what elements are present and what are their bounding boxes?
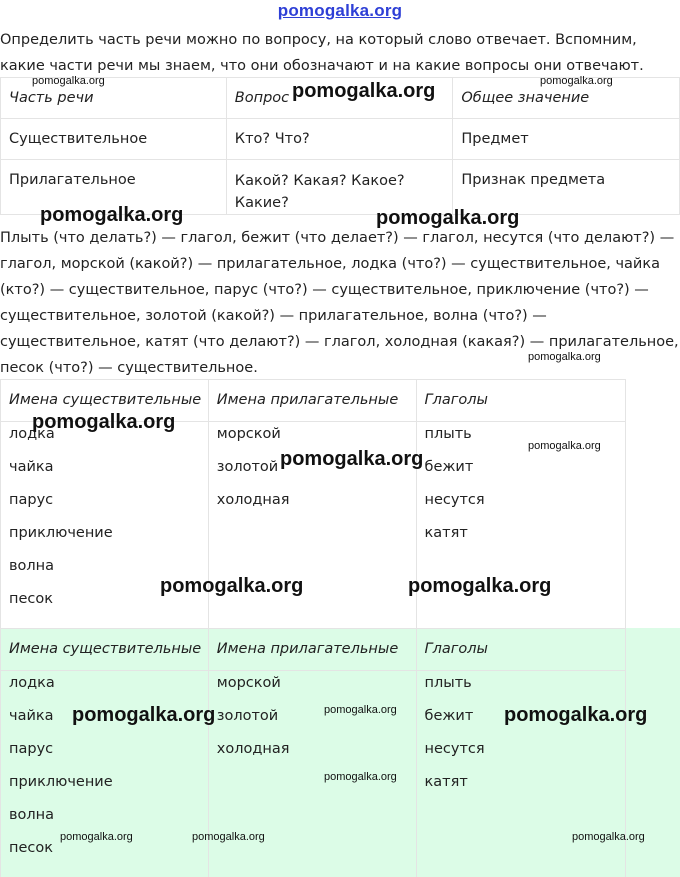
header-nouns: Имена существительные xyxy=(1,380,209,422)
list-item: золотой xyxy=(216,708,279,724)
list-item: морской xyxy=(216,426,281,442)
list-item: бежит xyxy=(424,708,474,724)
list-item: песок xyxy=(9,591,54,607)
watermark: pomogalka.org xyxy=(32,75,105,87)
watermark: pomogalka.org xyxy=(528,351,601,363)
table-cell: Признак предмета xyxy=(453,160,680,215)
list-item: лодка xyxy=(9,426,55,442)
watermark: pomogalka.org xyxy=(60,831,133,843)
list-item: лодка xyxy=(9,675,55,691)
list-item: холодная xyxy=(216,741,290,757)
list-item: плыть xyxy=(424,426,472,442)
table-cell: Предмет xyxy=(453,119,680,160)
list-item: парус xyxy=(9,492,54,508)
list-item: морской xyxy=(216,675,281,691)
table-row xyxy=(1,119,680,160)
verbs-cell xyxy=(416,671,626,877)
list-item: парус xyxy=(9,741,54,757)
list-item: песок xyxy=(9,840,54,856)
watermark: pomogalka.org xyxy=(72,704,216,726)
header-adjectives: Имена прилагательные xyxy=(208,629,416,671)
watermark: pomogalka.org xyxy=(292,80,436,102)
header-part-of-speech: Часть речи xyxy=(1,78,227,119)
header-verbs: Глаголы xyxy=(416,629,626,671)
list-item: плыть xyxy=(424,675,472,691)
list-item: приключение xyxy=(9,774,113,790)
table-header-row xyxy=(1,629,626,671)
table-row xyxy=(1,671,626,877)
watermark: pomogalka.org xyxy=(32,411,176,433)
nouns-cell xyxy=(1,671,209,877)
header-verbs: Глаголы xyxy=(416,380,626,422)
list-item: чайка xyxy=(9,459,54,475)
list-item: холодная xyxy=(216,492,290,508)
list-item: бежит xyxy=(424,459,474,475)
table-cell: Существительное xyxy=(1,119,227,160)
watermark: pomogalka.org xyxy=(572,831,645,843)
site-logo-link[interactable]: pomogalka.org xyxy=(277,1,403,20)
watermark: pomogalka.org xyxy=(280,448,424,470)
intro-paragraph: Определить часть речи можно по вопросу, на который слово отвечает. Вспомним, какие части речи мы знаем, что они обозначают и на какие вопросы они отвечают. xyxy=(0,32,644,74)
list-item: несутся xyxy=(424,492,485,508)
header-adjectives: Имена прилагательные xyxy=(208,380,416,422)
header-general-meaning: Общее значение xyxy=(453,78,680,119)
list-item: катят xyxy=(424,774,468,790)
table-cell: Кто? Что? xyxy=(226,119,453,160)
list-item: чайка xyxy=(9,708,54,724)
watermark: pomogalka.org xyxy=(160,575,304,597)
list-item: катят xyxy=(424,525,468,541)
table-cell: Прилагательное xyxy=(1,160,227,215)
watermark: pomogalka.org xyxy=(376,207,520,229)
watermark: pomogalka.org xyxy=(408,575,552,597)
list-item: волна xyxy=(9,807,55,823)
list-item: золотой xyxy=(216,459,279,475)
header-question: Вопрос xyxy=(226,78,453,119)
list-item: приключение xyxy=(9,525,113,541)
table-cell: Какой? Какая? Какое? Какие? xyxy=(226,160,453,215)
watermark: pomogalka.org xyxy=(40,204,184,226)
list-item: несутся xyxy=(424,741,485,757)
watermark: pomogalka.org xyxy=(540,75,613,87)
watermark: pomogalka.org xyxy=(324,771,397,783)
list-item: волна xyxy=(9,558,55,574)
watermark: pomogalka.org xyxy=(528,440,601,452)
analysis-paragraph: Плыть (что делать?) — глагол, бежит (что делает?) — глагол, несутся (что делают?) — глагол, морской (какой?) — прилагательное, лодка (что?) — существительное, чайка (кто?) — существительное, парус (что?) — существительное, приключение (что?) — существительное, золотой (какой?) — прилагательное, волна (что?) — существительное, катят (что делают?) — глагол, холодная (какая?) — прилагательное, песок (что?) — существительное. xyxy=(0,230,679,376)
watermark: pomogalka.org xyxy=(324,704,397,716)
watermark: pomogalka.org xyxy=(192,831,265,843)
header-nouns: Имена существительные xyxy=(1,629,209,671)
watermark: pomogalka.org xyxy=(504,704,648,726)
